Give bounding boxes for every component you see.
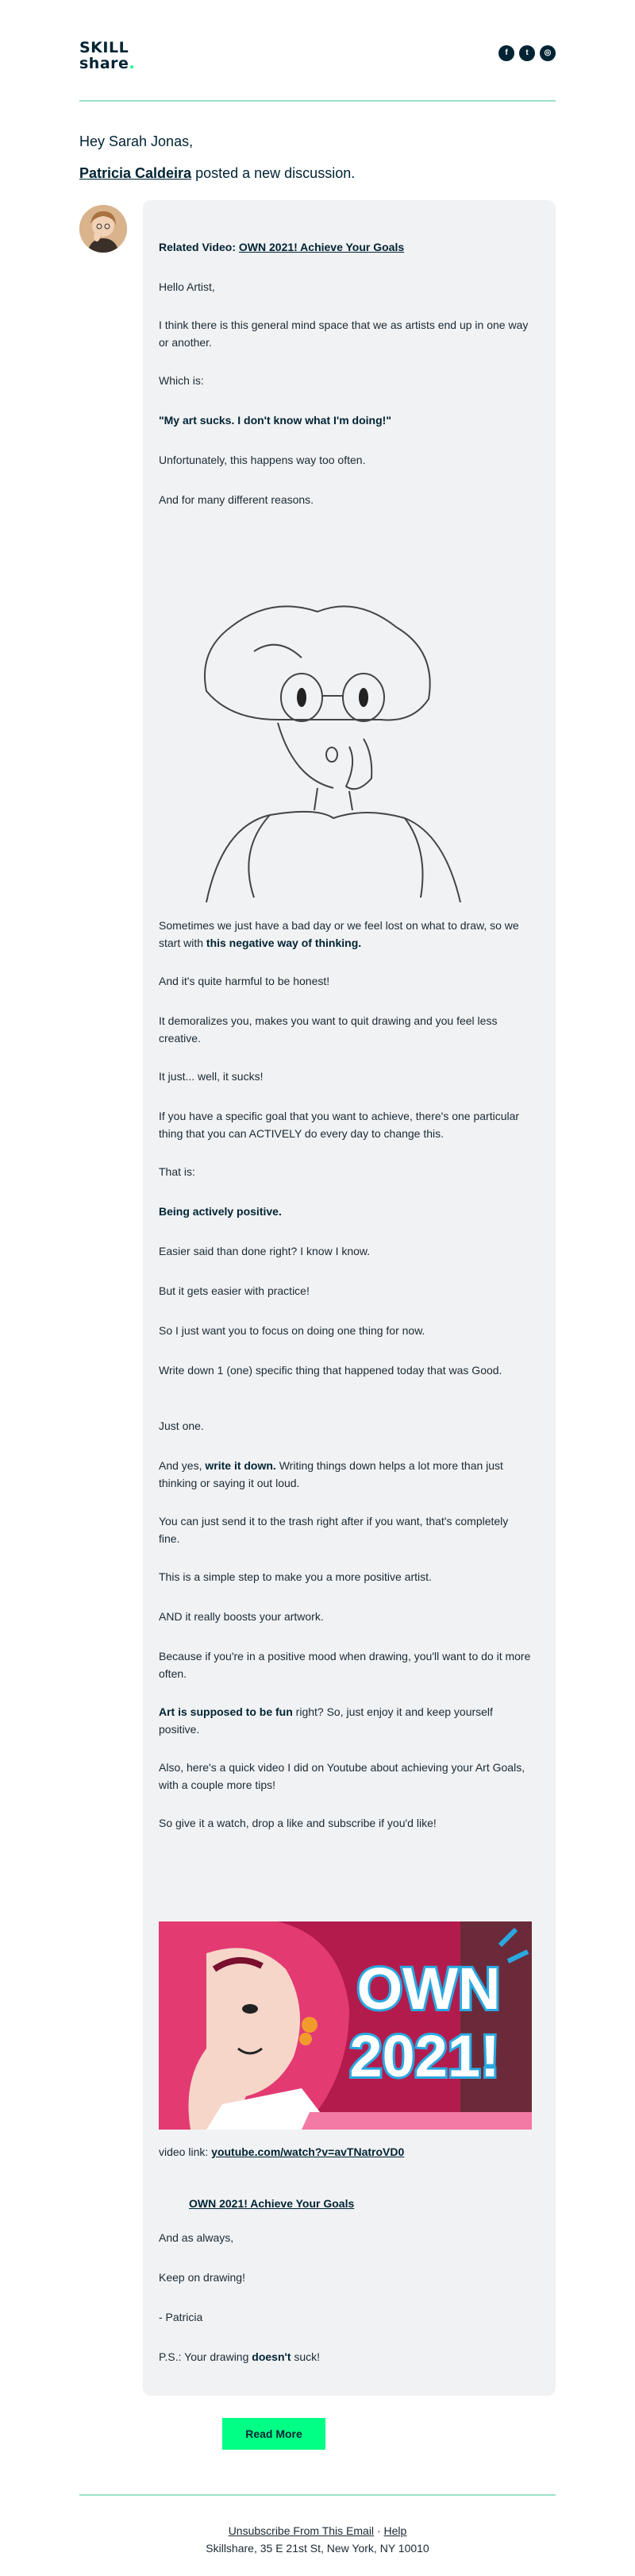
footer-links xyxy=(79,2524,556,2537)
post-paragraph: Also, here's a quick video I did on Youtube about achieving your Art Goals, with a couple more tips! xyxy=(159,1761,525,1791)
help-link[interactable]: Help xyxy=(383,2524,407,2537)
footer-separator: · xyxy=(376,2524,381,2537)
post-paragraph: This is a simple step to make you a more positive artist. xyxy=(159,1570,432,1583)
post-paragraph: Unfortunately, this happens way too often. xyxy=(159,454,366,466)
twitter-icon[interactable]: t xyxy=(519,45,535,61)
email-footer xyxy=(79,2494,556,2555)
post-paragraph: It just... well, it sucks! xyxy=(159,1070,264,1083)
thumb-line-1: OWN xyxy=(356,1956,501,2022)
post-paragraph: "My art sucks. I don't know what I'm doing!" xyxy=(159,414,391,427)
instagram-icon[interactable]: ◎ xyxy=(540,45,556,61)
post-paragraph: Sometimes we just have a bad day or we feel lost on what to draw, so we start with this negative way of thinking. xyxy=(159,919,519,949)
video-link-line: video link: youtube.com/watch?v=avTNatroVD0 xyxy=(159,2145,405,2158)
facebook-icon[interactable]: f xyxy=(498,45,514,61)
poster-action: posted a new discussion. xyxy=(195,165,356,181)
post-paragraph: Because if you're in a positive mood when drawing, you'll want to do it more often. xyxy=(159,1650,531,1680)
unsubscribe-link[interactable]: Unsubscribe From This Email xyxy=(228,2524,375,2537)
post-paragraph: Keep on drawing! xyxy=(159,2271,245,2284)
video-title-link[interactable]: OWN 2021! Achieve Your Goals xyxy=(189,2197,355,2210)
illustration-image xyxy=(159,564,532,902)
post-paragraph: Write down 1 (one) specific thing that happened today that was Good. xyxy=(159,1364,502,1377)
post-paragraph: Which is: xyxy=(159,374,204,387)
related-video-line: Related Video: OWN 2021! Achieve Your Goals xyxy=(159,241,405,253)
thumb-line-2: 2021! xyxy=(349,2023,500,2089)
post-paragraph: Being actively positive. xyxy=(159,1205,282,1218)
post-paragraph: AND it really boosts your artwork. xyxy=(159,1610,324,1623)
post-paragraph: And it's quite harmful to be honest! xyxy=(159,975,330,987)
related-video-link[interactable]: OWN 2021! Achieve Your Goals xyxy=(238,241,405,253)
post-paragraph: P.S.: Your drawing doesn't suck! xyxy=(159,2350,321,2363)
skillshare-logo[interactable] xyxy=(79,40,143,71)
footer-address: Skillshare, 35 E 21st St, New York, NY 10010 xyxy=(206,2542,429,2555)
greeting: Hey Sarah Jonas, xyxy=(79,133,194,149)
post-paragraph: And for many different reasons. xyxy=(159,493,314,506)
logo-line-2: share. xyxy=(79,55,136,72)
post-paragraph: I think there is this general mind space that we as artists end up in one way or another. xyxy=(159,319,529,349)
video-thumbnail[interactable] xyxy=(159,1921,532,2130)
email-header xyxy=(79,0,556,102)
post-paragraph: - Patricia xyxy=(159,2311,203,2323)
post-paragraph: Easier said than done right? I know I know. xyxy=(159,1245,371,1257)
video-url-link[interactable]: youtube.com/watch?v=avTNatroVD0 xyxy=(211,2145,405,2158)
post-paragraph: So give it a watch, drop a like and subscribe if you'd like! xyxy=(159,1817,437,1829)
post-paragraph: You can just send it to the trash right after if you want, that's completely fine. xyxy=(159,1515,509,1545)
social-links xyxy=(498,45,556,61)
post-paragraph: Hello Artist, xyxy=(159,280,215,293)
email-container xyxy=(79,0,556,2555)
discussion-card xyxy=(143,200,556,2396)
post-paragraph: And yes, write it down. Writing things down helps a lot more than just thinking or saying it out loud. xyxy=(159,1459,503,1489)
post-paragraph: That is: xyxy=(159,1165,195,1178)
post-paragraph: And as always, xyxy=(159,2231,234,2244)
avatar xyxy=(79,205,127,253)
post-paragraph: Art is supposed to be fun right? So, just enjoy it and keep yourself positive. xyxy=(159,1705,493,1736)
read-more-button[interactable]: Read More xyxy=(222,2418,325,2450)
poster-line xyxy=(79,165,355,182)
poster-name-link[interactable]: Patricia Caldeira xyxy=(79,165,192,181)
post-paragraph: If you have a specific goal that you want to achieve, there's one particular thing that you can ACTIVELY do every day to change this. xyxy=(159,1110,520,1140)
post-paragraph: Just one. xyxy=(159,1419,204,1432)
logo-line-1: SKILL xyxy=(79,39,129,56)
post-paragraph: But it gets easier with practice! xyxy=(159,1284,310,1297)
post-paragraph: It demoralizes you, makes you want to quit drawing and you feel less creative. xyxy=(159,1014,498,1045)
post-paragraph: So I just want you to focus on doing one thing for now. xyxy=(159,1324,425,1337)
